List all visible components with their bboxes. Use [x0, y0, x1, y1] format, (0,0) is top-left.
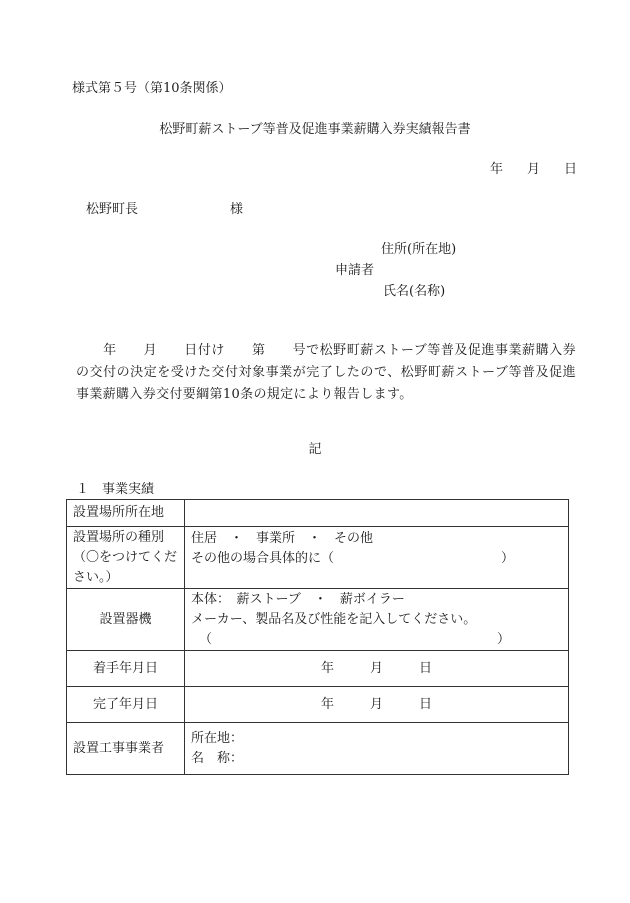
form-number: 様式第５号（第10条関係） — [72, 81, 232, 96]
addressee-honorific: 様 — [230, 202, 244, 217]
addressee — [86, 203, 243, 216]
start-date-label: 着手年月日 — [67, 651, 185, 687]
start-day: 日 — [419, 660, 433, 676]
completion-date-field[interactable] — [185, 687, 569, 723]
table-row — [67, 723, 569, 775]
contractor-field[interactable] — [185, 723, 569, 775]
section-title: １ 事業実績 — [76, 482, 155, 497]
report-table — [66, 499, 569, 775]
end-month: 月 — [369, 696, 383, 712]
start-month: 月 — [369, 660, 383, 676]
completion-date-label: 完了年月日 — [67, 687, 185, 723]
end-year: 年 — [320, 696, 334, 712]
location-field[interactable] — [185, 500, 569, 527]
report-date — [490, 163, 577, 176]
date-day: 日 — [564, 162, 578, 177]
equipment-instruction: メーカー、製品名及び性能を記入してください。 — [191, 611, 477, 627]
other-suffix: ） — [500, 551, 514, 566]
location-type-label: 設置場所の種別（〇をつけてください。） — [67, 527, 185, 589]
equipment-body: 本体： 薪ストーブ ・ 薪ボイラー — [191, 591, 405, 607]
addressee-name: 松野町長 — [86, 202, 139, 217]
table-row — [67, 500, 569, 527]
location-type-options: 住居 ・ 事業所 ・ その他 — [191, 531, 374, 546]
other-prefix: その他の場合具体的に（ — [191, 551, 335, 566]
table-row — [67, 687, 569, 723]
equipment-label: 設置器機 — [67, 589, 185, 651]
contractor-address: 所在地： — [191, 730, 244, 746]
paren-open: （ — [199, 631, 213, 647]
start-date-field[interactable] — [185, 651, 569, 687]
ki-heading: 記 — [308, 442, 322, 457]
applicant-address-label: 住所(所在地) — [381, 242, 457, 257]
paren-close: ） — [496, 631, 510, 647]
applicant-name-label: 氏名(名称) — [383, 284, 446, 299]
table-row — [67, 651, 569, 687]
table-row — [67, 589, 569, 651]
location-type-field[interactable] — [185, 527, 569, 589]
date-year: 年 — [490, 162, 504, 177]
end-day: 日 — [419, 696, 433, 712]
date-month: 月 — [527, 162, 541, 177]
document-title: 松野町薪ストーブ等普及促進事業薪購入券実績報告書 — [159, 122, 471, 137]
contractor-name: 名 称： — [191, 750, 244, 766]
contractor-label: 設置工事事業者 — [67, 723, 185, 775]
equipment-field[interactable] — [185, 589, 569, 651]
equipment-paren — [191, 630, 562, 650]
start-year: 年 — [320, 660, 334, 676]
location-label: 設置場所所在地 — [67, 500, 185, 527]
location-type-other — [191, 549, 562, 569]
report-body-text: 年 月 日付け 第 号で松野町薪ストーブ等普及促進事業薪購入券の交付の決定を受けた交付対象事業が完了したので、松野町薪ストーブ等普及促進事業薪購入券交付要綱第10条の規定により報告します。 — [76, 343, 576, 402]
table-row — [67, 527, 569, 589]
applicant-label: 申請者 — [335, 263, 375, 278]
